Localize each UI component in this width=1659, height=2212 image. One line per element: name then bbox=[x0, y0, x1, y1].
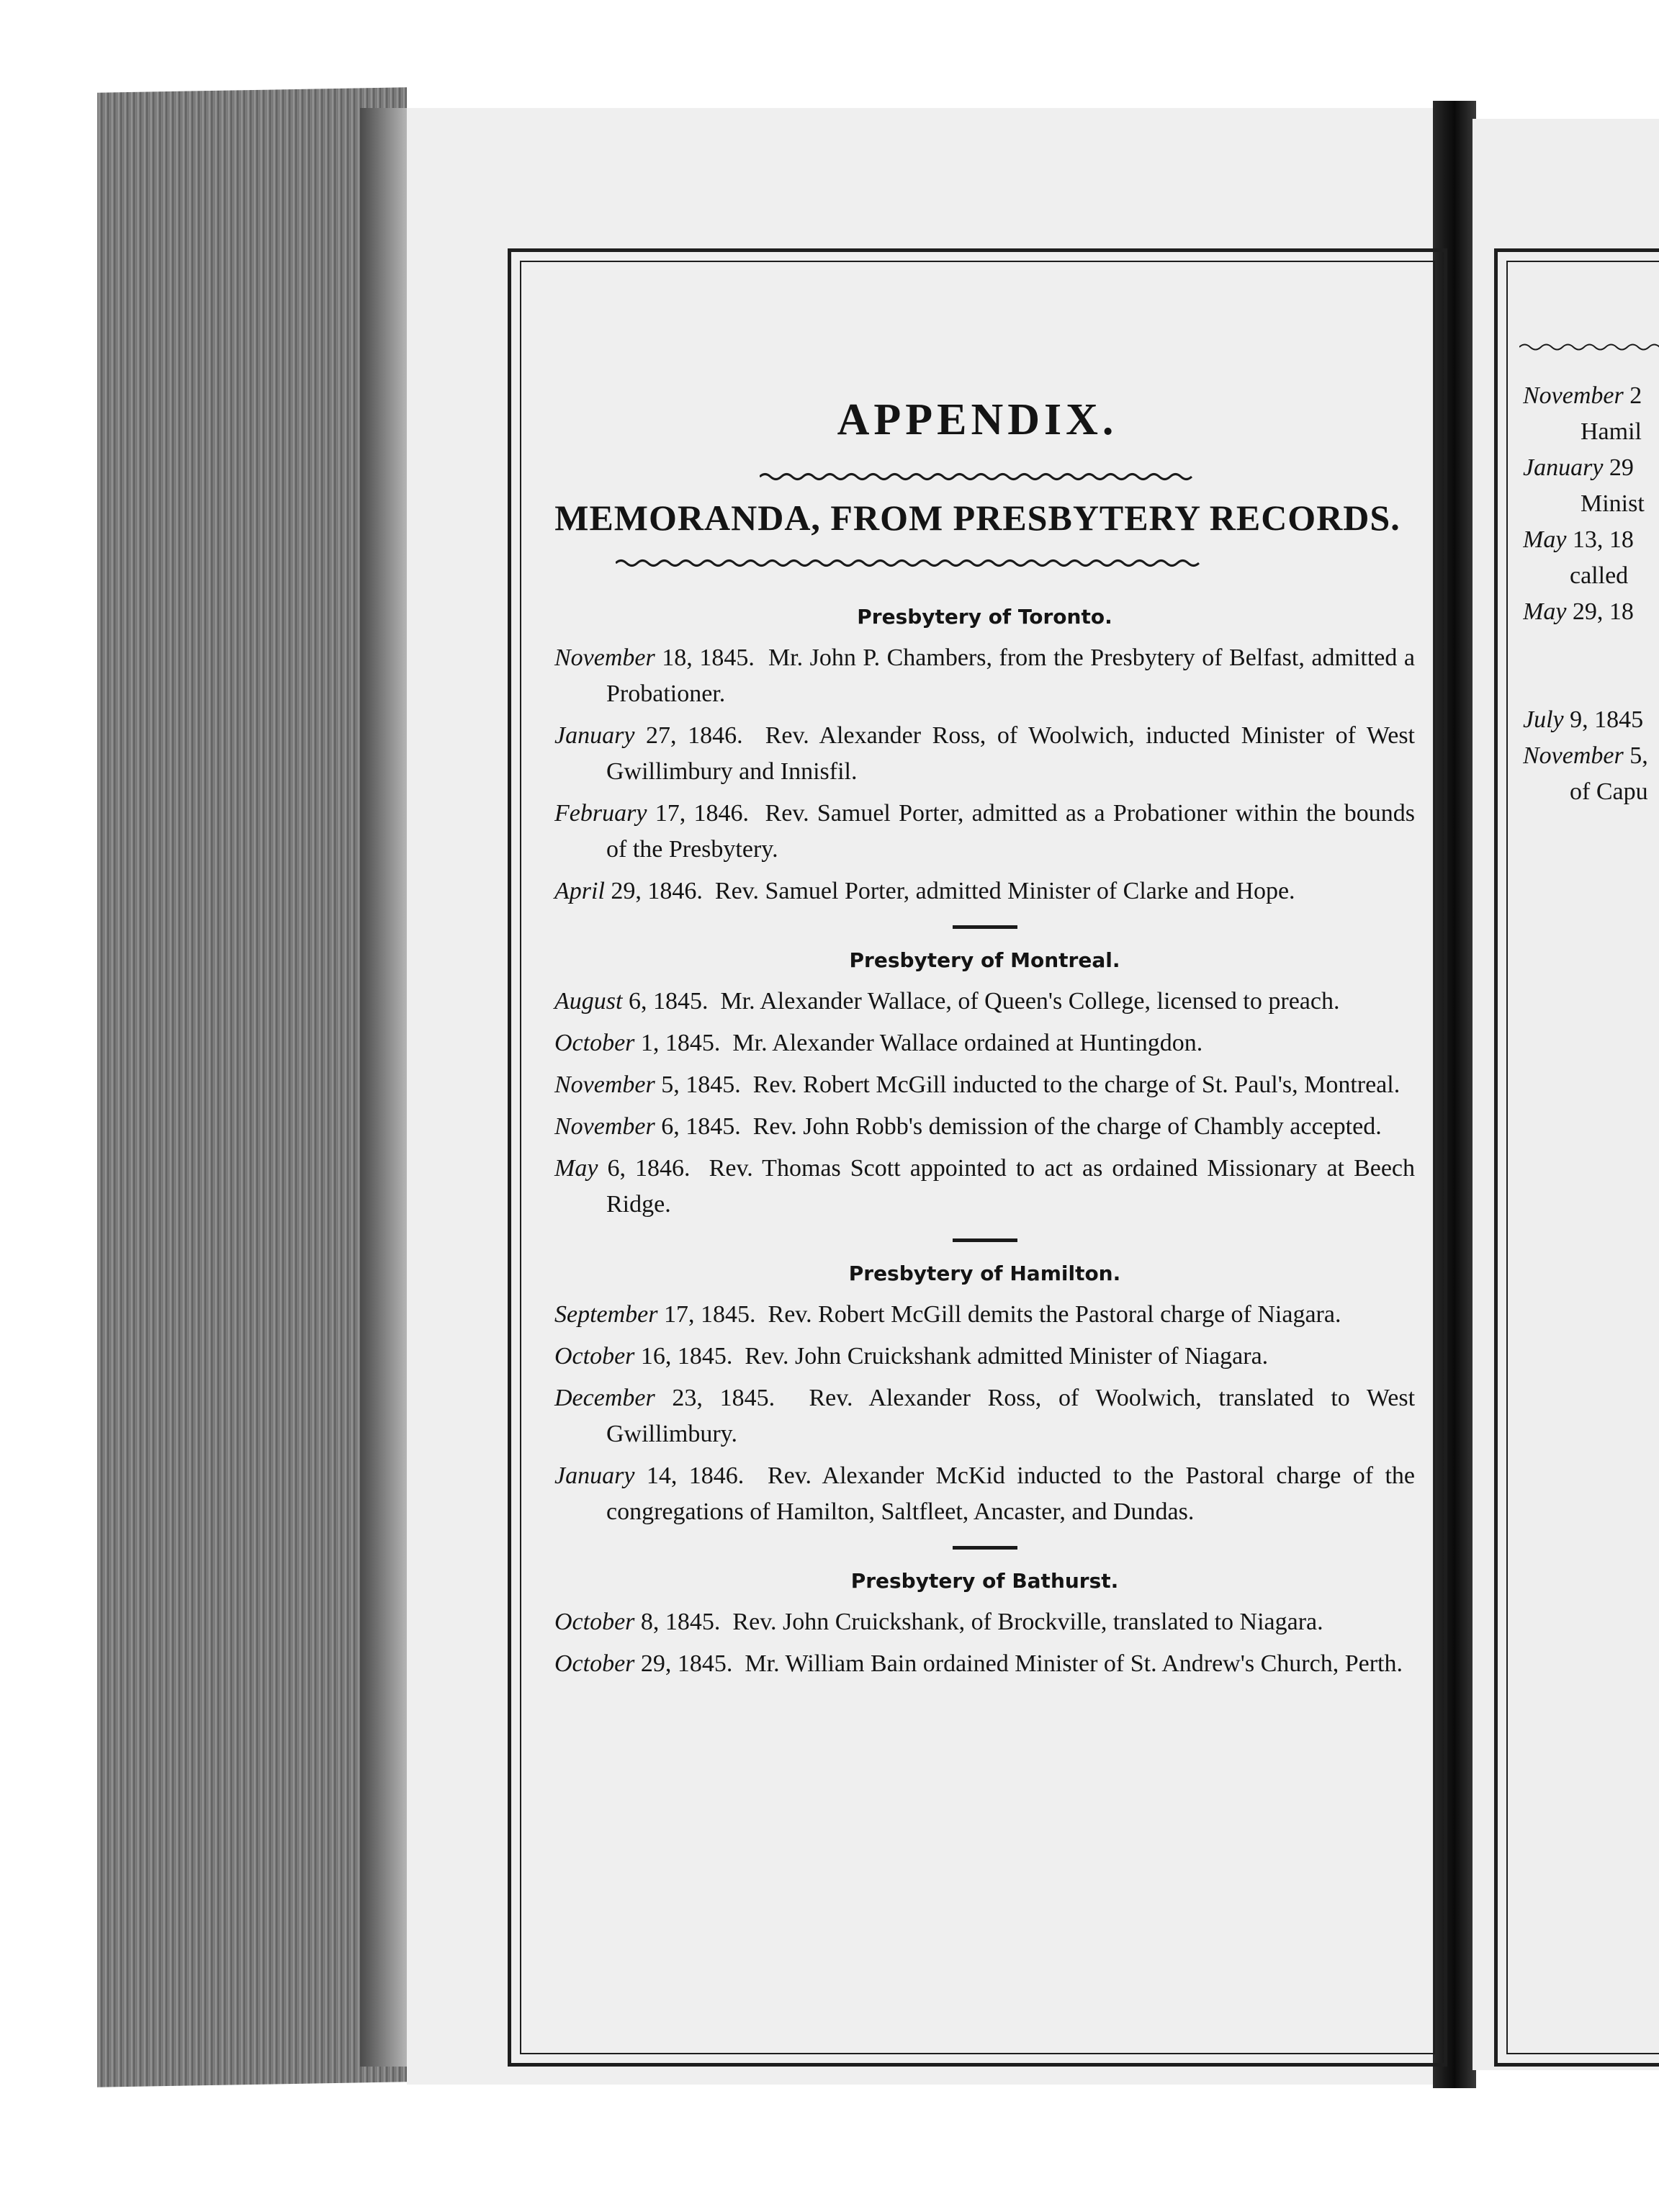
section-heading: Presbytery of Bathurst. bbox=[850, 1569, 1119, 1593]
right-line-month: November bbox=[1523, 382, 1624, 409]
right-line-rest: 29 bbox=[1603, 454, 1634, 481]
right-line bbox=[1523, 630, 1659, 702]
right-line-rest: 2 bbox=[1623, 382, 1642, 409]
list-item bbox=[554, 1109, 1415, 1145]
list-item bbox=[554, 1646, 1415, 1682]
entry-text: Rev. John Cruickshank, of Brockville, translated to Niagara. bbox=[732, 1609, 1323, 1635]
right-line bbox=[1523, 558, 1659, 594]
section-heading: Presbytery of Hamilton. bbox=[848, 1262, 1121, 1285]
entry-date: 27, 1846. bbox=[646, 722, 743, 749]
entry-date: 6, 1845. bbox=[661, 1113, 741, 1140]
entry-text: Rev. Robert McGill demits the Pastoral charge of Niagara. bbox=[768, 1301, 1341, 1328]
entry-month: April bbox=[554, 878, 605, 904]
right-line-rest: Hamil bbox=[1581, 418, 1642, 445]
entry-text: Rev. Samuel Porter, admitted as a Probationer within the bounds of the Presbytery. bbox=[606, 800, 1415, 863]
right-line-rest: 13, 18 bbox=[1566, 526, 1634, 553]
right-line-rest: called bbox=[1570, 562, 1629, 589]
section-divider bbox=[953, 1546, 1017, 1550]
entry-text: Rev. Samuel Porter, admitted Minister of Clarke and Hope. bbox=[714, 878, 1295, 904]
entry-month: January bbox=[554, 722, 635, 749]
right-line-month: July bbox=[1523, 706, 1564, 733]
list-item bbox=[554, 640, 1415, 712]
right-page-wavy-rule bbox=[1519, 342, 1659, 352]
entry-date: 17, 1846. bbox=[655, 800, 749, 827]
section-hamilton bbox=[554, 1258, 1415, 1530]
list-item bbox=[554, 873, 1415, 909]
right-line bbox=[1523, 738, 1659, 774]
memoranda-content bbox=[554, 601, 1415, 1688]
title-wavy-rule bbox=[760, 472, 1195, 482]
entry-text: Mr. Alexander Wallace ordained at Huntingdon. bbox=[732, 1030, 1203, 1056]
list-item bbox=[554, 984, 1415, 1020]
entry-date: 16, 1845. bbox=[640, 1343, 733, 1370]
list-item bbox=[554, 1025, 1415, 1061]
right-line-rest: 9, 1845 bbox=[1563, 706, 1644, 733]
right-line-rest: Minist bbox=[1581, 490, 1645, 517]
right-line bbox=[1523, 702, 1659, 738]
section-bathurst bbox=[554, 1565, 1415, 1682]
right-line-month: January bbox=[1523, 454, 1604, 481]
list-item bbox=[554, 1380, 1415, 1452]
entry-text: Mr. William Bain ordained Minister of St. Andrew's Church, Perth. bbox=[745, 1650, 1403, 1677]
book-edge-shadow bbox=[360, 108, 410, 2067]
entry-text: Mr. Alexander Wallace, of Queen's College, licensed to preach. bbox=[720, 988, 1340, 1015]
right-line-month: November bbox=[1523, 742, 1624, 769]
list-item bbox=[554, 1297, 1415, 1333]
list-item bbox=[554, 1339, 1415, 1375]
entry-month: August bbox=[554, 988, 623, 1015]
entry-text: Rev. Alexander Ross, of Woolwich, translated to West Gwillimbury. bbox=[606, 1385, 1416, 1447]
right-line bbox=[1523, 522, 1659, 558]
entry-month: December bbox=[554, 1385, 655, 1411]
entry-date: 1, 1845. bbox=[640, 1030, 721, 1056]
entry-month: October bbox=[554, 1030, 635, 1056]
entry-month: January bbox=[554, 1462, 635, 1489]
entry-text: Rev. Alexander Ross, of Woolwich, inducted Minister of West Gwillimbury and Innisfil. bbox=[606, 722, 1416, 785]
entry-date: 29, 1845. bbox=[640, 1650, 733, 1677]
entry-date: 14, 1846. bbox=[646, 1462, 745, 1489]
entry-month: May bbox=[554, 1155, 598, 1182]
entry-text: Rev. John Robb's demission of the charge of Chambly accepted. bbox=[752, 1113, 1382, 1140]
right-line-month: May bbox=[1523, 526, 1567, 553]
right-line bbox=[1523, 486, 1659, 522]
entry-date: 17, 1845. bbox=[664, 1301, 756, 1328]
right-page-content bbox=[1523, 378, 1659, 810]
list-item bbox=[554, 796, 1415, 868]
list-item bbox=[554, 718, 1415, 790]
entry-month: November bbox=[554, 644, 655, 671]
right-line bbox=[1523, 774, 1659, 810]
section-heading: Presbytery of Montreal. bbox=[849, 948, 1120, 972]
right-line-rest: of Capu bbox=[1570, 778, 1648, 805]
entry-month: September bbox=[554, 1301, 658, 1328]
subtitle-wavy-rule bbox=[616, 558, 1206, 568]
entry-date: 5, 1845. bbox=[661, 1071, 741, 1098]
entry-month: November bbox=[554, 1071, 655, 1098]
right-line bbox=[1523, 378, 1659, 414]
entry-text: Rev. Alexander McKid inducted to the Pastoral charge of the congregations of Hamilton, Saltfleet, Ancaster, and Dundas. bbox=[606, 1462, 1416, 1525]
right-line bbox=[1523, 594, 1659, 630]
right-line-month: May bbox=[1523, 598, 1567, 625]
list-item bbox=[554, 1458, 1415, 1530]
entry-text: Rev. Thomas Scott appointed to act as ordained Missionary at Beech Ridge. bbox=[606, 1155, 1416, 1218]
entry-text: Rev. Robert McGill inducted to the charge of St. Paul's, Montreal. bbox=[752, 1071, 1401, 1098]
entry-date: 23, 1845. bbox=[672, 1385, 775, 1411]
entry-month: October bbox=[554, 1609, 635, 1635]
entry-date: 29, 1846. bbox=[611, 878, 703, 904]
list-item bbox=[554, 1067, 1415, 1103]
section-heading: Presbytery of Toronto. bbox=[857, 605, 1112, 629]
entry-text: Mr. John P. Chambers, from the Presbytery of Belfast, admitted a Probationer. bbox=[606, 644, 1416, 707]
entry-date: 6, 1846. bbox=[607, 1155, 691, 1182]
entry-text: Rev. John Cruickshank admitted Minister of Niagara. bbox=[745, 1343, 1269, 1370]
list-item bbox=[554, 1151, 1415, 1223]
entry-month: October bbox=[554, 1343, 635, 1370]
right-line bbox=[1523, 450, 1659, 486]
section-divider bbox=[953, 925, 1017, 929]
page-title: APPENDIX. bbox=[837, 395, 1118, 444]
right-line bbox=[1523, 414, 1659, 450]
right-line-rest: 5, bbox=[1623, 742, 1648, 769]
section-montreal bbox=[554, 945, 1415, 1223]
entry-date: 18, 1845. bbox=[662, 644, 755, 671]
entry-date: 6, 1845. bbox=[628, 988, 709, 1015]
entry-date: 8, 1845. bbox=[640, 1609, 721, 1635]
right-line-rest: 29, 18 bbox=[1566, 598, 1634, 625]
section-divider bbox=[953, 1238, 1017, 1242]
section-toronto bbox=[554, 601, 1415, 909]
entry-month: November bbox=[554, 1113, 655, 1140]
entry-month: October bbox=[554, 1650, 635, 1677]
list-item bbox=[554, 1604, 1415, 1640]
entry-month: February bbox=[554, 800, 647, 827]
page-subtitle: MEMORANDA, FROM PRESBYTERY RECORDS. bbox=[554, 498, 1401, 538]
